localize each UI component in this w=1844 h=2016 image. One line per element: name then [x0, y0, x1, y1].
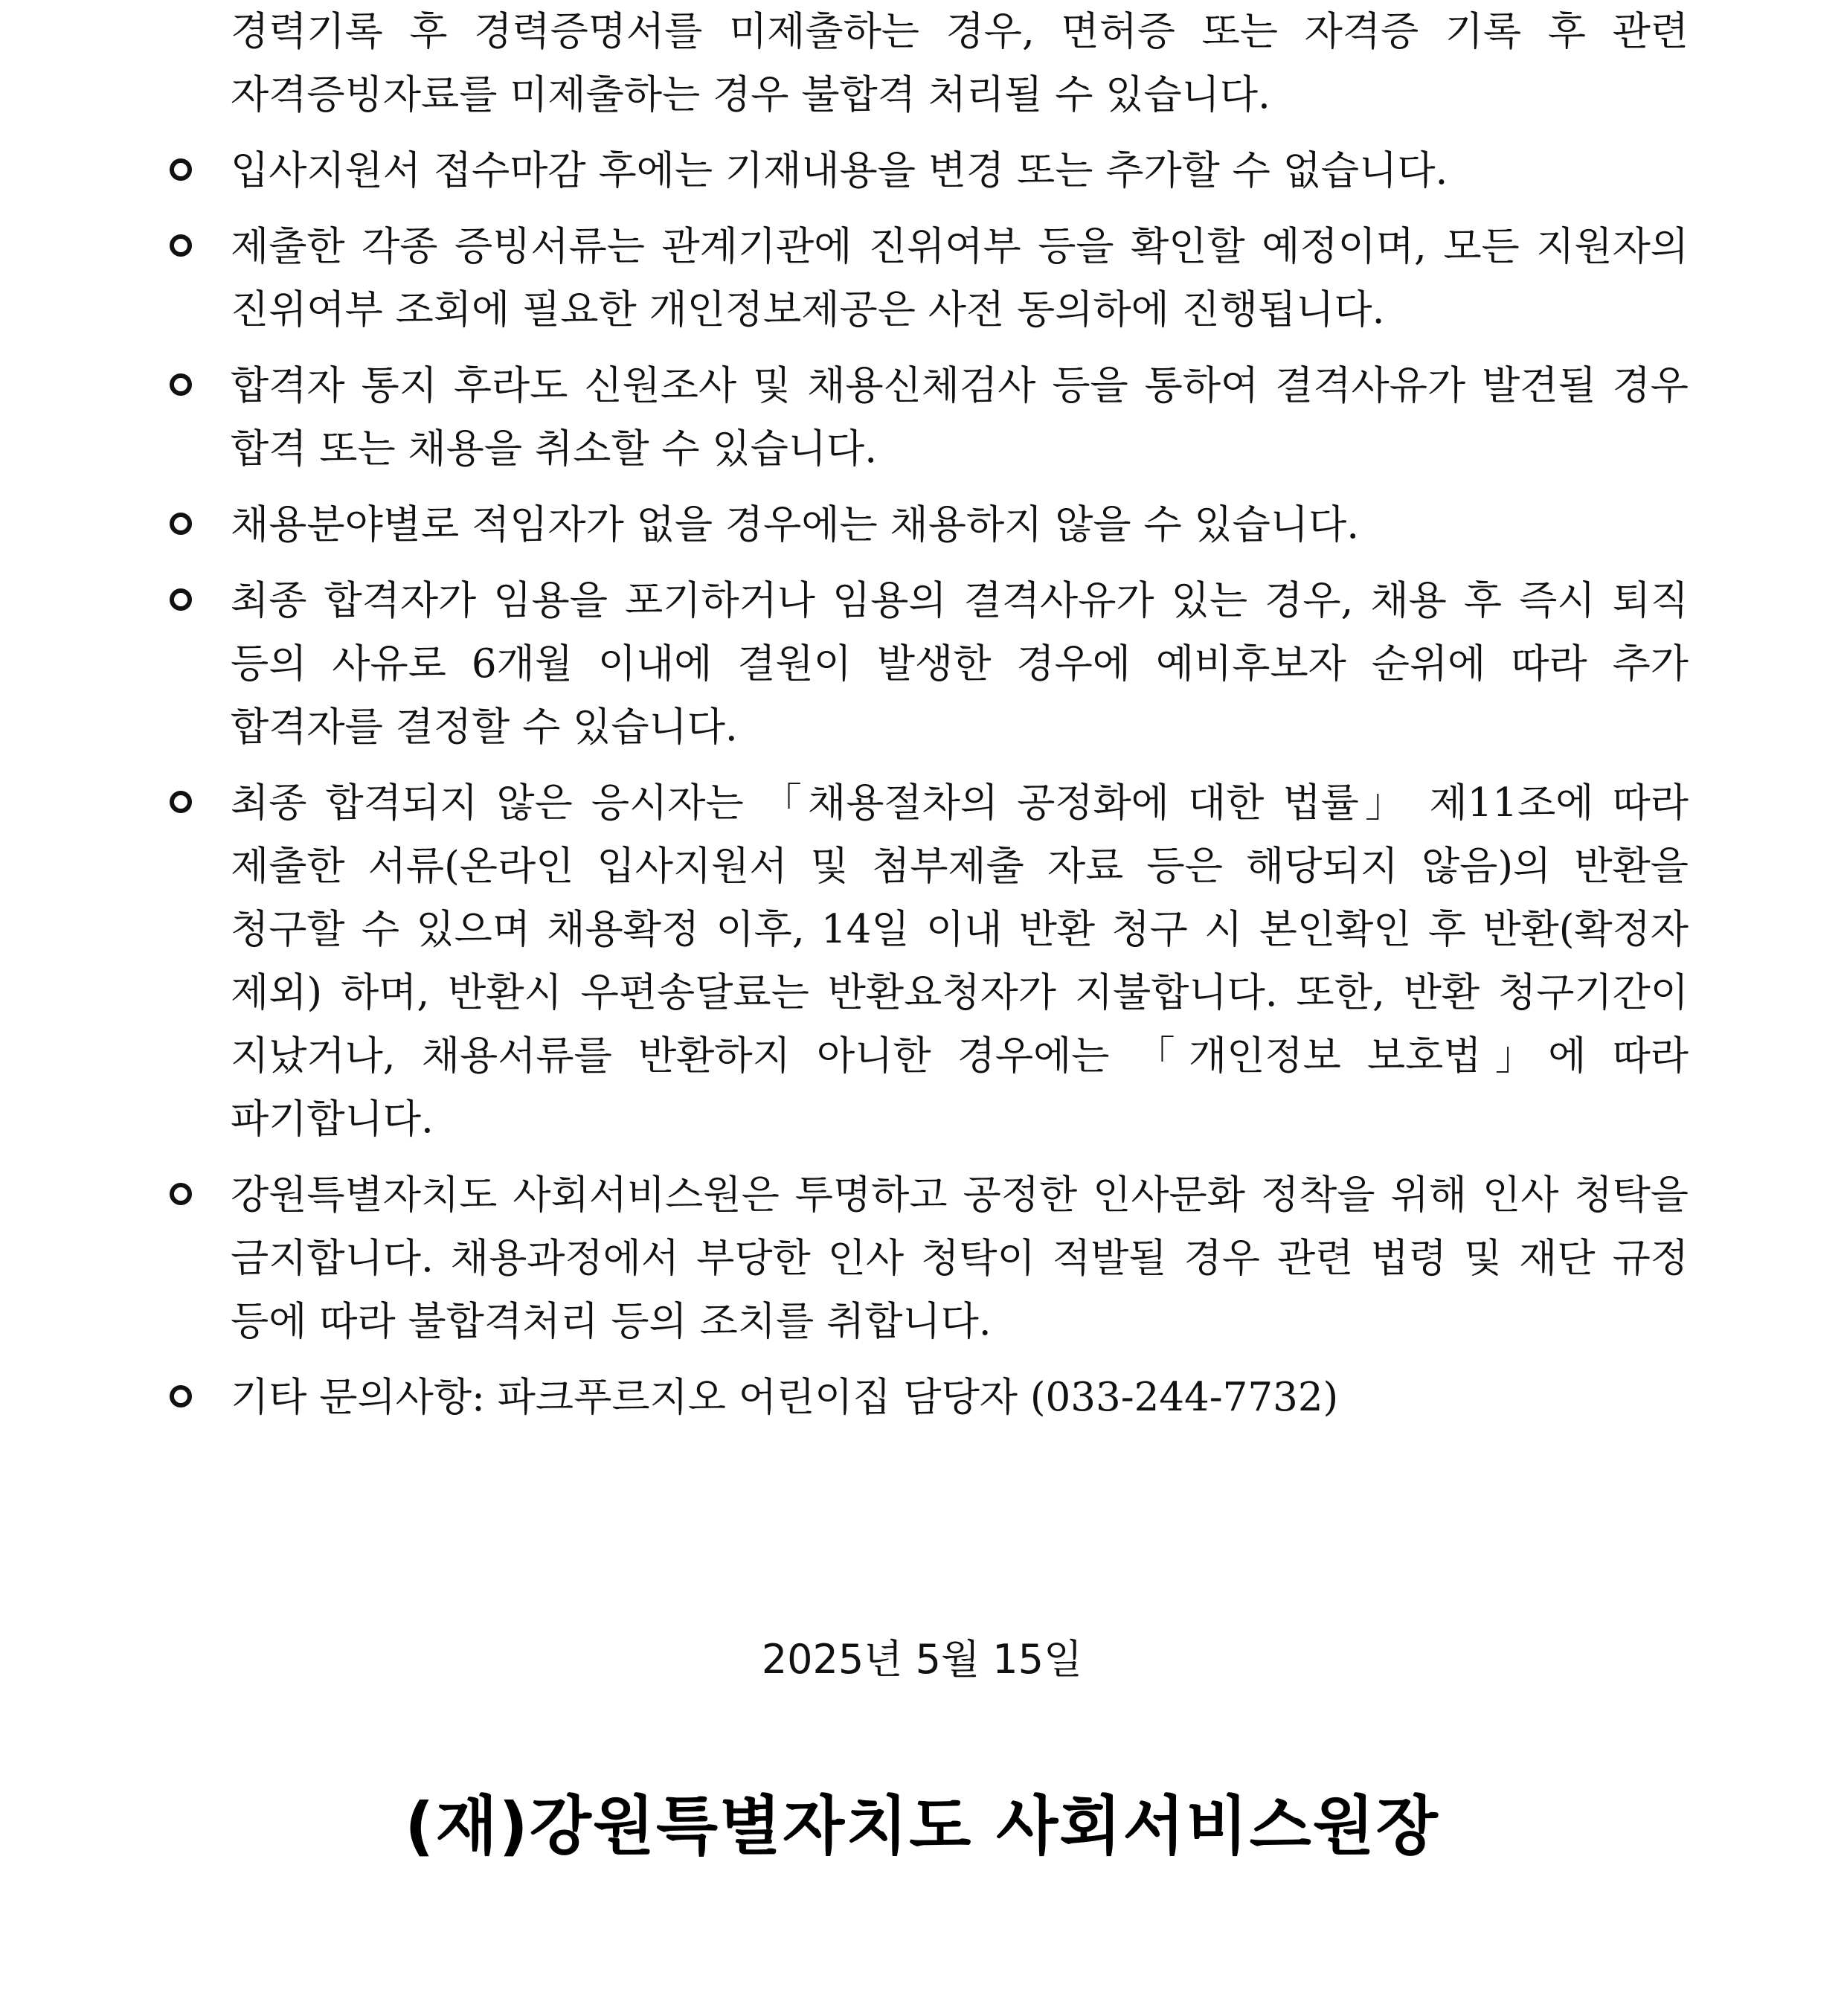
notice-item: [170, 493, 1689, 556]
issue-date: 2025년 5월 15일: [761, 1636, 1083, 1683]
notice-item-text: 강원특별자치도 사회서비스원은 투명하고 공정한 인사문화 정착을 위해 인사 청탁을 금지합니다. 채용과정에서 부당한 인사 청탁이 적발될 경우 관련 법령 및 재단 규정 등에 따라 불합격처리 등의 조치를 취합니다.: [231, 1172, 1689, 1344]
circle-bullet-icon: [170, 1385, 192, 1407]
notice-item-text: 최종 합격자가 임용을 포기하거나 임용의 결격사유가 있는 경우, 채용 후 즉시 퇴직 등의 사유로 6개월 이내에 결원이 발생한 경우에 예비후보자 순위에 따라 추가 합격자를 결정할 수 있습니다.: [231, 578, 1689, 750]
notice-item-text: 제출한 각종 증빙서류는 관계기관에 진위여부 등을 확인할 예정이며, 모든 지원자의 진위여부 조회에 필요한 개인정보제공은 사전 동의하에 진행됩니다.: [231, 224, 1689, 333]
notice-item-continuation: [170, 0, 1689, 126]
circle-bullet-icon: [170, 513, 192, 535]
notice-item-text: 기타 문의사항: 파크푸르지오 어린이집 담당자 (033-244-7732): [231, 1375, 1339, 1420]
notice-item-text: 채용분야별로 적임자가 없을 경우에는 채용하지 않을 수 있습니다.: [231, 502, 1360, 548]
notice-item-text: 입사지원서 접수마감 후에는 기재내용을 변경 또는 추가할 수 없습니다.: [231, 148, 1448, 193]
circle-bullet-icon: [170, 791, 192, 813]
notice-item-text: 최종 합격되지 않은 응시자는 「채용절차의 공정화에 대한 법률」 제11조에 따라 제출한 서류(온라인 입사지원서 및 첨부제출 자료 등은 해당되지 않음)의 반환을 청구할 수 있으며 채용확정 이후, 14일 이내 반환 청구 시 본인확인 후 반환(확정자 제외) 하며, 반환시 우편송달료는 반환요청자가 지불합니다. 또한, 반환 청구기간이 지났거나, 채용서류를 반환하지 아니한 경우에는 「개인정보 보호법」에 따라 파기합니다.: [231, 780, 1689, 1142]
notice-item: [170, 139, 1689, 202]
notice-item-text: 합격자 통지 후라도 신원조사 및 채용신체검사 등을 통하여 결격사유가 발견될 경우 합격 또는 채용을 취소할 수 있습니다.: [231, 363, 1689, 472]
notice-item: [170, 215, 1689, 341]
circle-bullet-icon: [170, 373, 192, 396]
notice-item-text: 경력기록 후 경력증명서를 미제출하는 경우, 면허증 또는 자격증 기록 후 관련 자격증빙자료를 미제출하는 경우 불합격 처리될 수 있습니다.: [231, 9, 1689, 118]
notice-item: [170, 354, 1689, 481]
circle-bullet-icon: [170, 158, 192, 181]
circle-bullet-icon: [170, 588, 192, 611]
circle-bullet-icon: [170, 234, 192, 257]
notice-item: [170, 569, 1689, 759]
issuer-signature: (재)강원특별자치도 사회서비스원장: [405, 1789, 1439, 1863]
notice-item: [170, 1163, 1689, 1353]
notice-item-contact: [170, 1366, 1689, 1429]
notice-list: [170, 0, 1689, 1442]
notice-item: [170, 771, 1689, 1151]
circle-bullet-icon: [170, 1183, 192, 1205]
